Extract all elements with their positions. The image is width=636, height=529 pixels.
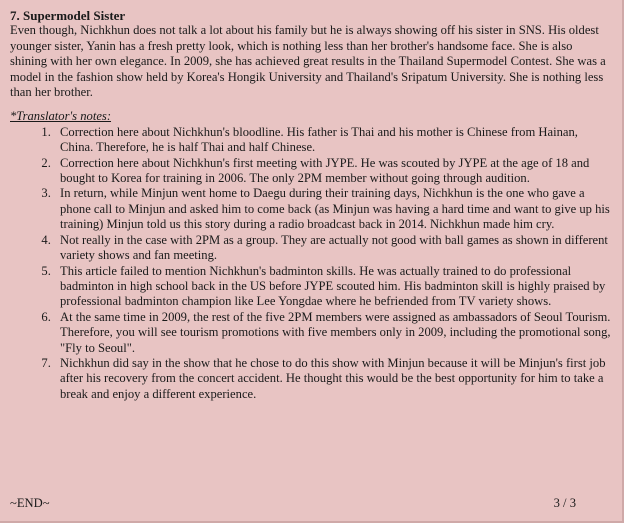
- note-item-3: 3. In return, while Minjun went home to Daegu during their training days, Nichkhun is the one who gave a phone call to Minjun and asked him to come back (as Minjun was having a hard time and want to give up his training) Minjun told us this story during a radio broadcast back in 2014. Nichkhun made him cry.: [54, 186, 612, 232]
- section-body: Even though, Nichkhun does not talk a lot about his family but he is always showing off his sister in SNS. His oldest younger sister, Yanin has a fresh pretty look, which is nothing less than her brother's handsome face. She is also shining with her own elegance. In 2009, she has achieved great results in the Thailand Supermodel Contest. She was a model in the fashion show held by Korea's Hongik University and Thailand's Sripatum University. She is nothing less than her brother.: [10, 23, 606, 100]
- note-item-1: 1. Correction here about Nichkhun's bloodline. His father is Thai and his mother is Chinese from Hainan, China. Therefore, he is half Thai and half Chinese.: [54, 125, 612, 156]
- note-item-6: 6. At the same time in 2009, the rest of the five 2PM members were assigned as ambassadors of Seoul Tourism. Therefore, you will see tourism promotions with five members only in 2009, including the promotional song, "Fly to Seoul".: [54, 310, 612, 356]
- end-mark: ~END~: [10, 496, 50, 510]
- note-item-2: 2. Correction here about Nichkhun's first meeting with JYPE. He was scouted by JYPE at the age of 18 and bought to Korea for training in 2006. The only 2PM member without going through audition.: [54, 156, 612, 187]
- note-item-7: 7. Nichkhun did say in the show that he chose to do this show with Minjun because it will be Minjun's first job after his recovery from the concert accident. He thought this would be the best opportunity for him to take a break and enjoy a different experience.: [54, 356, 612, 402]
- page-number: 3 / 3: [553, 496, 576, 510]
- page-footer: [10, 496, 576, 511]
- note-item-5: 5. This article failed to mention Nichkhun's badminton skills. He was actually trained to do professional badminton in high school back in the US before JYPE scouted him. His badminton skill is highly praised by professional badminton champion like Lee Yongdae where he befriended from TV variety shows.: [54, 264, 612, 310]
- notes-title: *Translator's notes:: [10, 109, 112, 124]
- section-heading: 7. Supermodel Sister: [10, 8, 126, 23]
- note-item-4: 4. Not really in the case with 2PM as a group. They are actually not good with ball games as shown in different variety shows and fan meeting.: [54, 233, 612, 264]
- notes-list: [10, 125, 612, 402]
